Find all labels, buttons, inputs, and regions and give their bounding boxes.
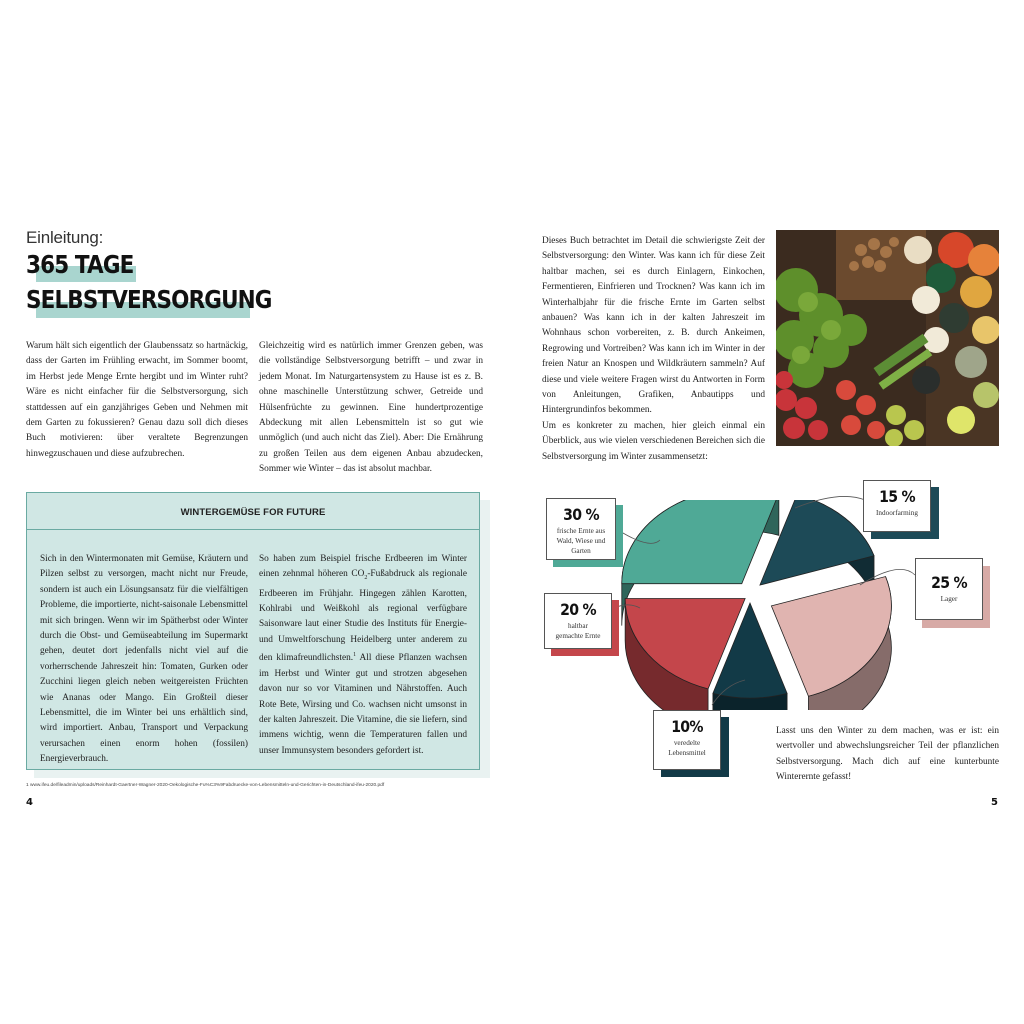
chapter-kicker: Einleitung:	[26, 228, 104, 247]
chart-label-25	[915, 558, 983, 620]
chart-label-30-caption: frische Ernte aus Wald, Wiese und Garten	[556, 527, 606, 555]
page-number-left: 4	[26, 797, 33, 808]
chart-label-30-value: 30 %	[563, 505, 599, 524]
chart-label-10-value: 10%	[671, 717, 703, 736]
chart-label-15-value: 15 %	[879, 487, 915, 506]
vegetables-illustration	[776, 230, 999, 446]
chart-label-25-value: 25 %	[931, 573, 967, 592]
footnote: 1 www.ifeu.de/fileadmin/uploads/Reinhardt-Gaertner-Wagner-2020-Oekologische-Fu%C3%9Fabdruecke-von-Lebensmitteln-und-Gerichten-in-Deutschland-ifeu-2020.pdf	[26, 783, 385, 788]
vegetables-photo	[776, 230, 999, 446]
info-box-column-2: So haben zum Beispiel frische Erdbeeren im Winter einen zehnmal höheren $CO_2$-Fußabdruck als regionale Erdbeeren im Frühjahr. Hingegen zählen Karotten, Kohlrabi und Weißkohl als regional verfügbare Saisonware laut einer Studie des Instituts für Energie- und Umweltforschung Heidelberg unter anderem zu den klimafreundlichsten.$^1$ All diese Pflanzen wachsen im Herbst und Winter gut und strotzen abgesehen davon nur so vor Vitaminen und Nährstoffen. Auch Rote Bete, Wirsing und Co. wachsen nicht umsonst in der kalten Jahreszeit. Die Vitamine, die sie liefern, sind immens wichtig, wenn die Temperaturen fallen und unser Immunsystem besonders gefordert ist.	[259, 554, 467, 756]
page-number-right: 5	[991, 797, 998, 808]
connector-30	[618, 530, 660, 543]
chart-label-15	[863, 480, 931, 532]
chapter-title-line-1: 365 TAGE	[26, 250, 134, 279]
chart-label-10-caption: veredelte Lebensmittel	[668, 739, 706, 757]
chart-label-30	[546, 498, 616, 560]
info-box-divider	[26, 529, 480, 530]
right-intro-text: Dieses Buch betrachtet im Detail die schwierigste Zeit der Selbstversorgung: den Winter. Was kann ich für diese Zeit haltbar machen, sei es durch Einlagern, Einkochen, Fermentieren, Einfrieren und Trocknen? Was kann ich im Winterhalbjahr für die frische Ernte im Garten selbst anbauen? Was kann ich in der kalten Jahreszeit im Wohnhaus schon vorbereiten, z. B. durch Ankeimen, Regrowing und Vortreiben? Was kann ich im Winter in der freien Natur an Knospen und Wildkräutern sammeln? Auf diese und viele weitere Fragen wirst du Antworten in Form von Anleitungen, Grafiken, Anbautipps und Hintergrundinfos bekommen. Um es konkreter zu machen, hier gleich einmal ein Überblick, aus wie vielen verschiedenen Bereichen sich die Selbstversorgung im Winter zusammensetzt:	[542, 236, 765, 462]
intro-column-2: Gleichzeitig wird es natürlich immer Grenzen geben, was die vollständige Selbstversorgung betrifft – und zwar in jedem Monat. Im Naturgartensystem zu Hause ist es z. B. ohne maschinelle Unterstützung schwer, Getreide und Hülsenfrüchte zu gewinnen. Eine hundertprozentige Abdeckung mit allen Lebensmitteln ist so gut wie unmöglich (und auch nicht das Ziel). Aber: Die Ernährung zu großen Teilen aus dem eigenen Anbau abzudecken, Sommer wie Winter – das ist absolut machbar.	[259, 341, 483, 475]
chart-label-20-value: 20 %	[560, 600, 596, 619]
info-box-column-1: Sich in den Wintermonaten mit Gemüse, Kräutern und Pilzen selbst zu versorgen, macht nicht nur Freude, sondern ist auch ein Lösungsansatz für die vielfältigen Probleme, die importierte, nicht-saisonale Lebensmittel mit sich bringen. Wenn wir im Spätherbst oder Winter durch die Obst- und Gemüseabteilung im Supermarkt gehen, deutet dort jedenfalls nicht viel auf die vorherrschende Jahreszeit hin: Tomaten, Gurken oder Zucchini liegen gleich neben weitgereisten Früchten wie Ananas oder Mango. Ein Großteil dieser Lebensmittel, die im Winter bei uns erhältlich sind, wird importiert. Anbau, Transport und Verpackung verursachen einen enorm hohen (fossilen) Energieverbrauch.	[40, 554, 248, 765]
chart-label-20	[544, 593, 612, 649]
info-box-title: WINTERGEMÜSE FOR FUTURE	[180, 507, 326, 518]
chapter-title-line-2: SELBSTVERSORGUNG	[26, 285, 272, 314]
chart-label-25-caption: Lager	[940, 595, 958, 603]
intro-column-1: Warum hält sich eigentlich der Glaubenssatz so hartnäckig, dass der Garten im Frühling erwacht, im Sommer boomt, im Herbst jede Menge Ernte hergibt und im Winter ruht? Wäre es nicht einfacher für die Selbstversorgung, sich stattdessen auf ein ganzjähriges Geben und Nehmen mit dem Garten zu fokussieren? Genau dazu soll dich dieses Buch motivieren: über veraltete Begrenzungen hinwegzuschauen und diese aufzubrechen.	[26, 341, 248, 459]
chart-label-10	[653, 710, 721, 770]
chart-label-20-caption: haltbar gemachte Ernte	[555, 622, 601, 640]
connector-25	[860, 569, 915, 585]
connector-15	[795, 496, 865, 508]
closing-text: Lasst uns den Winter zu dem machen, was er ist: ein wertvoller und abwechslungsreicher Teil der pflanzlichen Selbstversorgung. Mach dich auf eine kunterbunte Winterernte gefasst!	[776, 726, 999, 783]
connector-10	[712, 680, 745, 705]
chart-label-15-caption: Indoorfarming	[876, 509, 918, 517]
